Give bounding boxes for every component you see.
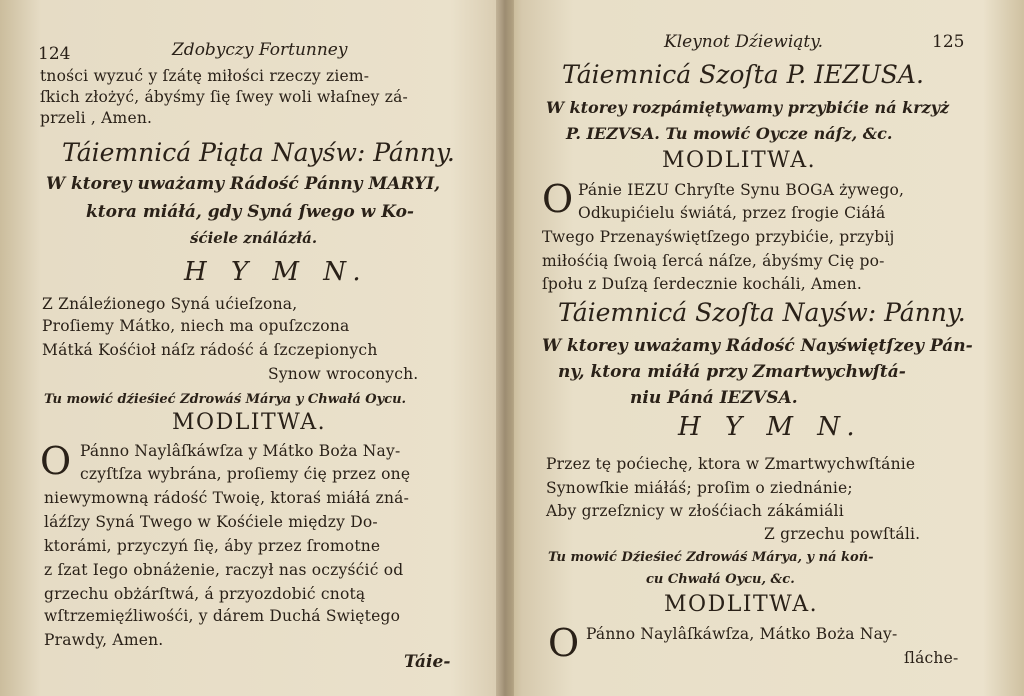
- hymn-line: Aby grzeſznicy w złośćiach zákámiáli: [546, 502, 844, 520]
- subheading-line: ny, ktora miáłá przy Zmartwychwſtá-: [558, 362, 906, 382]
- prayer-line: czyſtſza wybrána, proſiemy ćię przez onę: [80, 465, 411, 483]
- left-page: [0, 0, 500, 696]
- subheading-line: P. IEZVSA. Tu mowić Oycze náſz, &c.: [566, 124, 893, 143]
- hymn-line: Mátká Kośćioł náſz rádość á ſzczepionych: [42, 341, 378, 359]
- prayer-line: z ſzat Iego obnáżenie, raczył nas oczyśćić od: [44, 561, 404, 579]
- prayer-line: wſtrzemięźliwośći, y dárem Duchá Swiętego: [44, 607, 401, 625]
- subheading-line: niu Páná IEZVSA.: [630, 388, 798, 408]
- prayer-line: ktorámi, przyczyń ſię, áby przez ſromotne: [44, 537, 381, 555]
- section-heading: Táiemnicá Szoſta Nayśw: Pánny.: [558, 298, 966, 327]
- subheading-line: W ktorey rozpámiętywamy przybićie ná krzyż: [546, 98, 950, 117]
- prayer-title: MODLITWA.: [172, 410, 327, 435]
- drop-cap: O: [548, 621, 580, 665]
- hymn-line: Z Ználeźionego Syná ućieſzona,: [42, 295, 298, 313]
- prayer-line: Pánie IEZU Chryſte Synu BOGA żywego,: [578, 181, 905, 199]
- running-head: Kleynot Dźiewiąty.: [664, 32, 824, 52]
- rubric: Tu mowić Dźieśieć Zdrowáś Márya, y ná koń-: [548, 550, 874, 565]
- hymn-line: Synow wroconych.: [268, 365, 419, 383]
- page-number: 125: [932, 32, 965, 52]
- drop-cap: O: [40, 439, 72, 483]
- hymn-line: Z grzechu powſtáli.: [764, 525, 921, 543]
- subheading-line: ktora miáłá, gdy Syná ſwego w Ko-: [86, 202, 414, 222]
- prayer-line: ſpołu z Duſzą ſerdecznie kocháli, Amen.: [542, 275, 862, 293]
- prayer-line: Odkupićielu świátá, przez ſrogie Ciáłá: [578, 204, 886, 222]
- subheading-line: śćiele ználázłá.: [190, 229, 318, 247]
- running-head: Zdobyczy Fortunney: [172, 40, 348, 60]
- prayer-line: Prawdy, Amen.: [44, 631, 164, 649]
- page-number: 124: [38, 44, 71, 64]
- hymn-line: Przez tę poćiechę, ktora w Zmartwychwſtánie: [546, 455, 916, 473]
- rubric: cu Chwałá Oycu, &c.: [646, 572, 795, 587]
- prayer-title: MODLITWA.: [662, 148, 817, 173]
- prayer-line: grzechu obżárſtwá, á przyozdobić cnotą: [44, 585, 366, 603]
- text-line: tności wyzuć y ſzátę miłości rzeczy ziem-: [40, 67, 370, 85]
- prayer-line: miłośćią ſwoią ſercá náſze, ábyśmy Cię po-: [542, 252, 885, 270]
- prayer-line: Pánno Naylâſkáwſza, Mátko Boża Nay-: [586, 625, 898, 643]
- catchword: ſláche-: [904, 649, 959, 667]
- catchword: Táie-: [404, 652, 451, 672]
- section-heading: Táiemnicá Piąta Nayśw: Pánny.: [62, 138, 455, 167]
- prayer-line: Pánno Naylâſkáwſza y Mátko Boża Nay-: [80, 442, 401, 460]
- rubric: Tu mowić dźieśieć Zdrowáś Márya y Chwałá Oycu.: [44, 392, 407, 407]
- subheading-line: W ktorey uważamy Rádość Nayświętſzey Pán-: [542, 336, 973, 356]
- drop-cap: O: [542, 177, 574, 221]
- prayer-line: Twego Przenayświętſzego przybićie, przybij: [542, 228, 895, 246]
- prayer-title: MODLITWA.: [664, 592, 819, 617]
- section-heading: Táiemnicá Szoſta P. IEZUSA.: [562, 60, 924, 89]
- prayer-line: niewymowną rádość Twoię, ktoraś miáłá zná-: [44, 489, 410, 507]
- prayer-line: láźſzy Syná Twego w Kośćiele między Do-: [44, 513, 378, 531]
- text-line: ſkich złożyć, ábyśmy ſię ſwey woli właſney zá-: [40, 88, 408, 106]
- hymn-line: Proſiemy Mátko, niech ma opuſzczona: [42, 317, 350, 335]
- hymn-title: H Y M N.: [184, 257, 369, 287]
- right-page: [512, 0, 1024, 696]
- text-line: przeli , Amen.: [40, 109, 153, 127]
- hymn-line: Synowſkie miáłáś; proſim o ziednánie;: [546, 479, 853, 497]
- subheading-line: W ktorey uważamy Rádość Pánny MARYI,: [46, 174, 441, 194]
- hymn-title: H Y M N.: [678, 412, 863, 442]
